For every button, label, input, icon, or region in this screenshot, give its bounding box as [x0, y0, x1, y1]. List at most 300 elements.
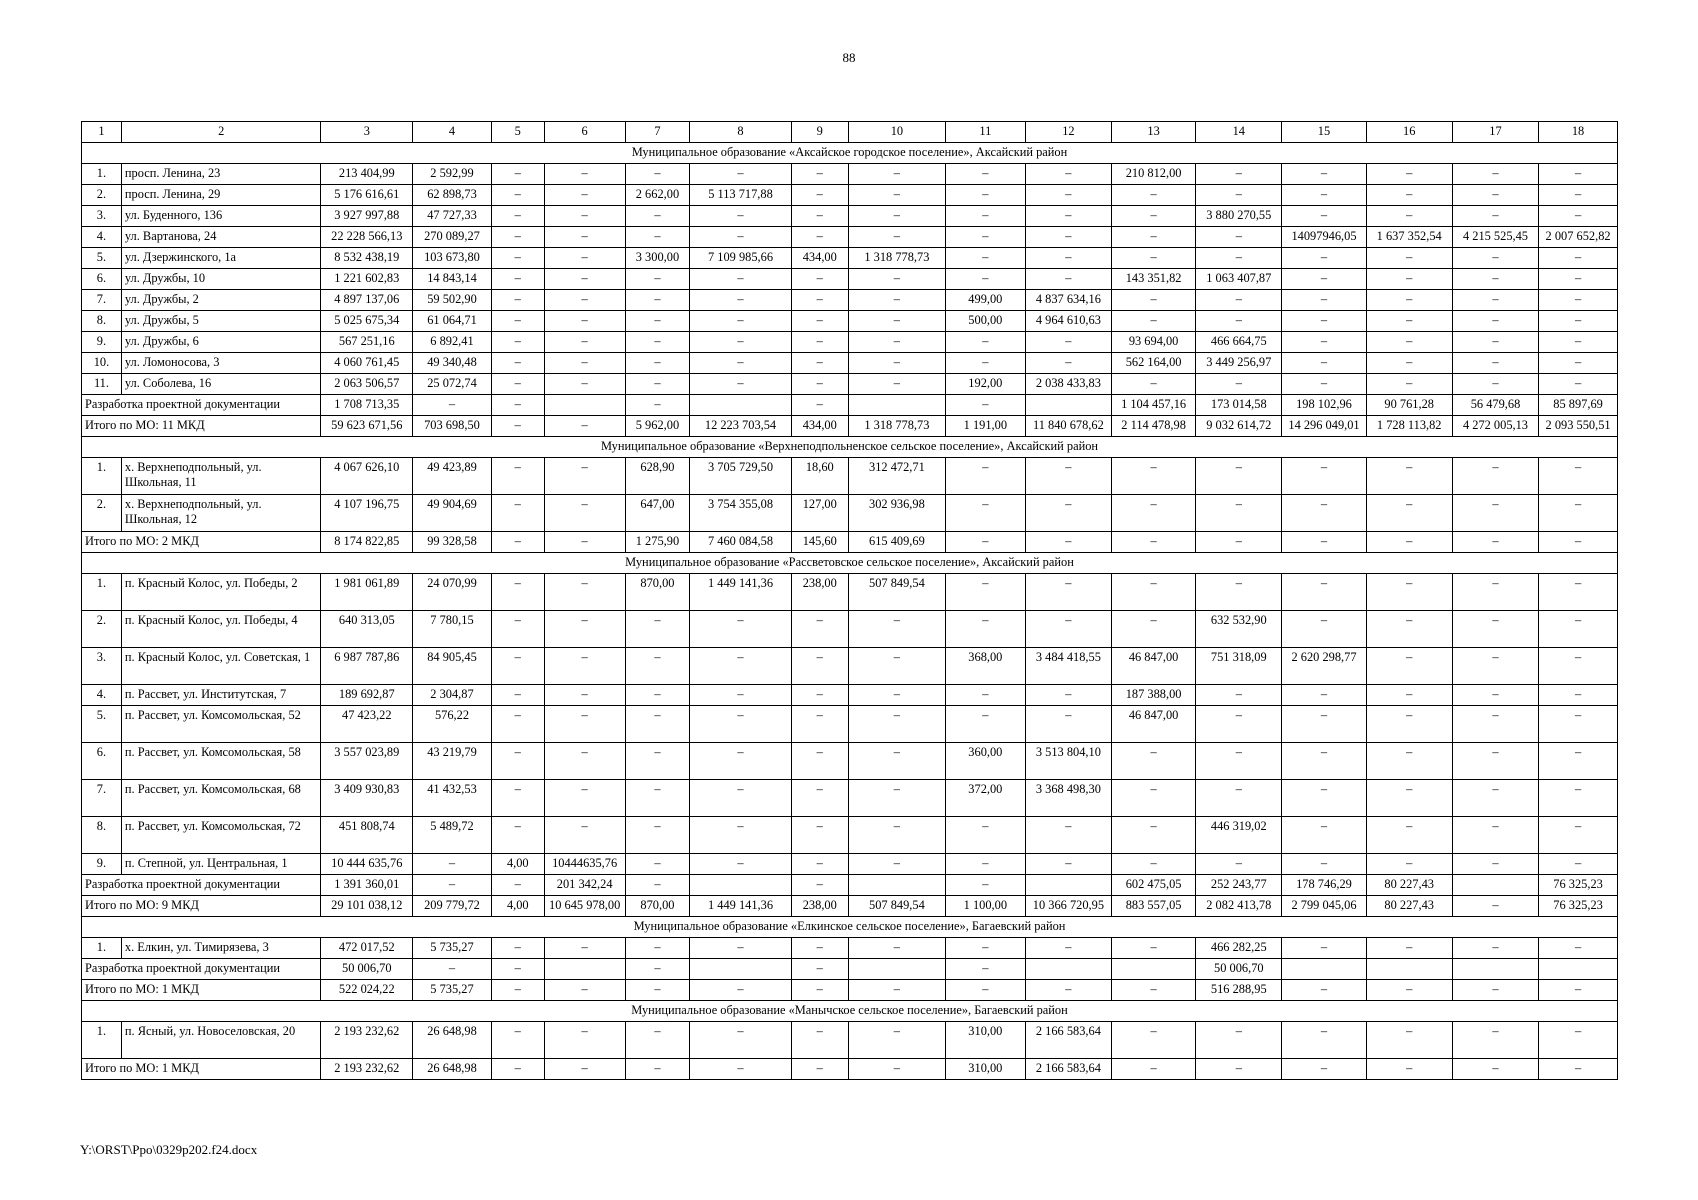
value-cell: – [690, 164, 791, 185]
value-cell: – [1452, 743, 1538, 780]
column-number-cell: 10 [848, 122, 945, 143]
value-cell: 61 064,71 [413, 311, 492, 332]
section-title: Муниципальное образование «Верхнеподпольненское сельское поселение», Аксайский район [82, 437, 1618, 458]
value-cell: – [1366, 854, 1452, 875]
column-number-cell: 16 [1366, 122, 1452, 143]
value-cell: 1 637 352,54 [1366, 227, 1452, 248]
value-cell: – [491, 495, 544, 532]
value-cell: – [1452, 269, 1538, 290]
value-cell: – [690, 854, 791, 875]
value-cell: – [791, 290, 848, 311]
value-cell: – [1112, 290, 1196, 311]
value-cell: 870,00 [625, 574, 690, 611]
value-cell: – [848, 374, 945, 395]
value-cell: 26 648,98 [413, 1022, 492, 1059]
value-cell: 640 313,05 [321, 611, 413, 648]
value-cell: 310,00 [945, 1059, 1025, 1080]
value-cell: – [544, 1059, 625, 1080]
value-cell: – [1539, 164, 1618, 185]
address-cell: ул. Дружбы, 5 [121, 311, 321, 332]
value-cell: 647,00 [625, 495, 690, 532]
value-cell [544, 395, 625, 416]
value-cell: – [1282, 458, 1366, 495]
value-cell: 80 227,43 [1366, 896, 1452, 917]
value-cell: 2 799 045,06 [1282, 896, 1366, 917]
value-cell: – [544, 938, 625, 959]
value-cell: – [1196, 743, 1282, 780]
value-cell: – [1366, 164, 1452, 185]
value-cell: – [1112, 532, 1196, 553]
value-cell: – [1025, 532, 1111, 553]
value-cell: – [1539, 685, 1618, 706]
row-number: 9. [82, 854, 122, 875]
value-cell: 360,00 [945, 743, 1025, 780]
value-cell: – [1539, 269, 1618, 290]
value-cell: – [690, 332, 791, 353]
address-cell: п. Рассвет, ул. Комсомольская, 52 [121, 706, 321, 743]
value-cell: – [544, 495, 625, 532]
value-cell: – [1366, 532, 1452, 553]
value-cell: – [1025, 227, 1111, 248]
value-cell: 372,00 [945, 780, 1025, 817]
section-header-row [82, 553, 1618, 574]
value-cell: – [1282, 353, 1366, 374]
value-cell: 84 905,45 [413, 648, 492, 685]
section-title: Муниципальное образование «Аксайское городское поселение», Аксайский район [82, 143, 1618, 164]
value-cell: 4 272 005,13 [1452, 416, 1538, 437]
value-cell: – [1196, 185, 1282, 206]
column-number-cell: 14 [1196, 122, 1282, 143]
value-cell: 1 191,00 [945, 416, 1025, 437]
value-cell: 1 708 713,35 [321, 395, 413, 416]
value-cell: – [848, 185, 945, 206]
value-cell: 3 927 997,88 [321, 206, 413, 227]
value-cell: – [1452, 248, 1538, 269]
value-cell: – [1282, 290, 1366, 311]
value-cell: – [791, 780, 848, 817]
value-cell: – [1282, 938, 1366, 959]
value-cell: – [1539, 332, 1618, 353]
value-cell: – [1196, 227, 1282, 248]
value-cell: – [1539, 311, 1618, 332]
total-row [82, 1059, 1618, 1080]
value-cell: – [945, 206, 1025, 227]
value-cell: – [1282, 743, 1366, 780]
value-cell [1539, 959, 1618, 980]
value-cell [848, 959, 945, 980]
value-cell: – [945, 185, 1025, 206]
value-cell: 2 063 506,57 [321, 374, 413, 395]
value-cell: – [848, 980, 945, 1001]
row-number: 9. [82, 332, 122, 353]
address-cell: п. Красный Колос, ул. Советская, 1 [121, 648, 321, 685]
total-label: Разработка проектной документации [82, 395, 321, 416]
section-header-row [82, 917, 1618, 938]
value-cell: 213 404,99 [321, 164, 413, 185]
value-cell: – [791, 164, 848, 185]
value-cell: 3 409 930,83 [321, 780, 413, 817]
row-number: 2. [82, 495, 122, 532]
table-row [82, 706, 1618, 743]
value-cell: – [1366, 290, 1452, 311]
column-number-row [82, 122, 1618, 143]
value-cell: – [1282, 332, 1366, 353]
value-cell: – [791, 817, 848, 854]
value-cell: – [791, 269, 848, 290]
value-cell: 26 648,98 [413, 1059, 492, 1080]
value-cell: – [491, 875, 544, 896]
column-number-cell: 7 [625, 122, 690, 143]
value-cell: – [544, 706, 625, 743]
value-cell: – [690, 311, 791, 332]
value-cell: – [1025, 854, 1111, 875]
value-cell: – [625, 1022, 690, 1059]
value-cell: 145,60 [791, 532, 848, 553]
table-row [82, 290, 1618, 311]
value-cell: – [945, 353, 1025, 374]
value-cell: 7 780,15 [413, 611, 492, 648]
row-number: 8. [82, 311, 122, 332]
value-cell: – [544, 574, 625, 611]
address-cell: п. Рассвет, ул. Комсомольская, 58 [121, 743, 321, 780]
value-cell: – [1366, 817, 1452, 854]
value-cell: – [1282, 685, 1366, 706]
value-cell: 628,90 [625, 458, 690, 495]
value-cell: – [544, 648, 625, 685]
value-cell: 25 072,74 [413, 374, 492, 395]
value-cell: – [1196, 290, 1282, 311]
value-cell: – [945, 248, 1025, 269]
row-number: 3. [82, 206, 122, 227]
value-cell: – [1539, 611, 1618, 648]
value-cell: – [1539, 206, 1618, 227]
address-cell: ул. Вартанова, 24 [121, 227, 321, 248]
address-cell: п. Рассвет, ул. Комсомольская, 72 [121, 817, 321, 854]
value-cell: 189 692,87 [321, 685, 413, 706]
value-cell: 47 423,22 [321, 706, 413, 743]
value-cell: – [1282, 185, 1366, 206]
value-cell: 576,22 [413, 706, 492, 743]
value-cell: – [1025, 458, 1111, 495]
table-row [82, 248, 1618, 269]
address-cell: п. Красный Колос, ул. Победы, 4 [121, 611, 321, 648]
value-cell: 870,00 [625, 896, 690, 917]
value-cell: – [791, 743, 848, 780]
value-cell: 2 193 232,62 [321, 1022, 413, 1059]
value-cell: – [625, 980, 690, 1001]
value-cell: – [544, 353, 625, 374]
value-cell: – [1452, 1059, 1538, 1080]
value-cell: 2 592,99 [413, 164, 492, 185]
value-cell: – [1452, 353, 1538, 374]
value-cell: – [1539, 1022, 1618, 1059]
value-cell: 238,00 [791, 574, 848, 611]
total-row [82, 959, 1618, 980]
value-cell: 5 025 675,34 [321, 311, 413, 332]
value-cell: – [945, 495, 1025, 532]
value-cell: – [1366, 1059, 1452, 1080]
row-number: 1. [82, 1022, 122, 1059]
address-cell: п. Ясный, ул. Новоселовская, 20 [121, 1022, 321, 1059]
value-cell: 62 898,73 [413, 185, 492, 206]
value-cell: – [791, 611, 848, 648]
value-cell: – [544, 248, 625, 269]
value-cell: – [1025, 706, 1111, 743]
value-cell: – [491, 706, 544, 743]
file-path-footer: Y:\ORST\Ppo\0329p202.f24.docx [80, 1142, 258, 1157]
total-label: Итого по МО: 1 МКД [82, 980, 321, 1001]
value-cell: 4,00 [491, 896, 544, 917]
value-cell: – [1025, 332, 1111, 353]
table-row [82, 685, 1618, 706]
value-cell: – [1366, 206, 1452, 227]
value-cell: 7 460 084,58 [690, 532, 791, 553]
table-row [82, 185, 1618, 206]
value-cell: – [848, 1059, 945, 1080]
value-cell: 1 449 141,36 [690, 896, 791, 917]
value-cell: – [625, 269, 690, 290]
value-cell: 615 409,69 [848, 532, 945, 553]
value-cell: – [1282, 817, 1366, 854]
value-cell: – [945, 706, 1025, 743]
value-cell: 22 228 566,13 [321, 227, 413, 248]
value-cell: – [1452, 458, 1538, 495]
value-cell: – [945, 854, 1025, 875]
value-cell: – [625, 648, 690, 685]
value-cell: – [848, 353, 945, 374]
value-cell: – [1025, 206, 1111, 227]
value-cell: 99 328,58 [413, 532, 492, 553]
value-cell [690, 959, 791, 980]
value-cell: – [1282, 1022, 1366, 1059]
value-cell: – [1366, 332, 1452, 353]
value-cell: – [544, 780, 625, 817]
value-cell: 466 282,25 [1196, 938, 1282, 959]
value-cell: – [690, 980, 791, 1001]
value-cell [544, 959, 625, 980]
section-title: Муниципальное образование «Елкинское сельское поселение», Багаевский район [82, 917, 1618, 938]
table-row [82, 332, 1618, 353]
value-cell: – [1366, 185, 1452, 206]
value-cell: – [1112, 495, 1196, 532]
value-cell: 2 166 583,64 [1025, 1022, 1111, 1059]
value-cell: – [1452, 574, 1538, 611]
value-cell: – [848, 743, 945, 780]
value-cell: 1 728 113,82 [1366, 416, 1452, 437]
value-cell: – [491, 248, 544, 269]
value-cell: – [413, 959, 492, 980]
value-cell: 1 318 778,73 [848, 416, 945, 437]
value-cell: – [1366, 311, 1452, 332]
value-cell: – [1452, 685, 1538, 706]
value-cell: – [1025, 248, 1111, 269]
value-cell: – [1539, 648, 1618, 685]
address-cell: просп. Ленина, 29 [121, 185, 321, 206]
row-number: 3. [82, 648, 122, 685]
value-cell: – [1452, 332, 1538, 353]
value-cell: 18,60 [791, 458, 848, 495]
value-cell: 2 093 550,51 [1539, 416, 1618, 437]
column-number-cell: 5 [491, 122, 544, 143]
value-cell: – [791, 938, 848, 959]
value-cell: 59 502,90 [413, 290, 492, 311]
row-number: 5. [82, 706, 122, 743]
value-cell: – [1366, 353, 1452, 374]
value-cell: – [1282, 164, 1366, 185]
value-cell: – [945, 980, 1025, 1001]
value-cell: – [791, 185, 848, 206]
value-cell: – [690, 227, 791, 248]
value-cell: – [625, 164, 690, 185]
row-number: 4. [82, 685, 122, 706]
value-cell: – [544, 817, 625, 854]
page-number: 88 [842, 50, 856, 65]
value-cell: 507 849,54 [848, 896, 945, 917]
address-cell: ул. Дружбы, 2 [121, 290, 321, 311]
value-cell: – [1112, 980, 1196, 1001]
value-cell: 368,00 [945, 648, 1025, 685]
total-label: Итого по МО: 11 МКД [82, 416, 321, 437]
value-cell [690, 875, 791, 896]
value-cell: 46 847,00 [1112, 706, 1196, 743]
column-number-cell: 12 [1025, 122, 1111, 143]
value-cell: – [690, 817, 791, 854]
row-number: 2. [82, 611, 122, 648]
column-number-cell: 11 [945, 122, 1025, 143]
value-cell: 1 391 360,01 [321, 875, 413, 896]
value-cell: – [544, 206, 625, 227]
value-cell: 4 837 634,16 [1025, 290, 1111, 311]
address-cell: х. Верхнеподпольный, ул. Школьная, 12 [121, 495, 321, 532]
value-cell: – [1112, 854, 1196, 875]
value-cell: 3 754 355,08 [690, 495, 791, 532]
value-cell: – [625, 227, 690, 248]
value-cell: 466 664,75 [1196, 332, 1282, 353]
row-number: 7. [82, 290, 122, 311]
value-cell: – [848, 164, 945, 185]
value-cell: – [1196, 706, 1282, 743]
value-cell: – [491, 611, 544, 648]
total-label: Разработка проектной документации [82, 875, 321, 896]
value-cell: – [791, 875, 848, 896]
value-cell: – [1282, 374, 1366, 395]
value-cell: 602 475,05 [1112, 875, 1196, 896]
value-cell: 1 100,00 [945, 896, 1025, 917]
column-number-cell: 2 [121, 122, 321, 143]
table-row [82, 854, 1618, 875]
table-row [82, 164, 1618, 185]
value-cell: – [1282, 611, 1366, 648]
value-cell: – [690, 353, 791, 374]
value-cell: – [1112, 206, 1196, 227]
value-cell [1452, 959, 1538, 980]
value-cell: – [1539, 248, 1618, 269]
value-cell: – [1025, 574, 1111, 611]
value-cell: – [625, 1059, 690, 1080]
value-cell: – [544, 164, 625, 185]
value-cell: 4 067 626,10 [321, 458, 413, 495]
value-cell: – [945, 875, 1025, 896]
value-cell: – [1196, 1059, 1282, 1080]
value-cell: – [791, 206, 848, 227]
value-cell: – [1366, 269, 1452, 290]
row-number: 5. [82, 248, 122, 269]
value-cell: 1 318 778,73 [848, 248, 945, 269]
value-cell: 3 368 498,30 [1025, 780, 1111, 817]
value-cell: – [1282, 495, 1366, 532]
value-cell: – [848, 780, 945, 817]
value-cell: – [625, 685, 690, 706]
value-cell: – [1112, 248, 1196, 269]
value-cell: 5 489,72 [413, 817, 492, 854]
value-cell: – [1196, 532, 1282, 553]
value-cell: 76 325,23 [1539, 875, 1618, 896]
row-number: 6. [82, 269, 122, 290]
value-cell: – [1112, 611, 1196, 648]
row-number: 6. [82, 743, 122, 780]
value-cell: – [1539, 938, 1618, 959]
total-label: Разработка проектной документации [82, 959, 321, 980]
address-cell: п. Красный Колос, ул. Победы, 2 [121, 574, 321, 611]
value-cell: – [1539, 854, 1618, 875]
value-cell: – [1452, 706, 1538, 743]
table-row [82, 938, 1618, 959]
value-cell: – [1452, 206, 1538, 227]
value-cell: – [791, 854, 848, 875]
table-row [82, 780, 1618, 817]
value-cell: 10 366 720,95 [1025, 896, 1111, 917]
value-cell: – [491, 206, 544, 227]
value-cell: – [945, 532, 1025, 553]
value-cell: – [544, 685, 625, 706]
value-cell: – [1025, 185, 1111, 206]
table-row [82, 374, 1618, 395]
total-label: Итого по МО: 1 МКД [82, 1059, 321, 1080]
value-cell: 451 808,74 [321, 817, 413, 854]
row-number: 1. [82, 938, 122, 959]
value-cell: 192,00 [945, 374, 1025, 395]
value-cell: 4 060 761,45 [321, 353, 413, 374]
value-cell: – [1025, 817, 1111, 854]
value-cell: 11 840 678,62 [1025, 416, 1111, 437]
value-cell: – [1539, 185, 1618, 206]
value-cell: – [1539, 374, 1618, 395]
table-row [82, 353, 1618, 374]
value-cell: – [491, 227, 544, 248]
value-cell: – [1196, 164, 1282, 185]
value-cell: – [690, 648, 791, 685]
value-cell: – [945, 574, 1025, 611]
value-cell: – [544, 227, 625, 248]
value-cell: – [491, 353, 544, 374]
value-cell: 3 449 256,97 [1196, 353, 1282, 374]
value-cell: 562 164,00 [1112, 353, 1196, 374]
value-cell: 4 897 137,06 [321, 290, 413, 311]
value-cell: – [1282, 574, 1366, 611]
value-cell [1452, 875, 1538, 896]
column-number-cell: 9 [791, 122, 848, 143]
value-cell: – [544, 743, 625, 780]
value-cell: 29 101 038,12 [321, 896, 413, 917]
value-cell: – [945, 817, 1025, 854]
value-cell: – [1539, 532, 1618, 553]
value-cell: – [848, 706, 945, 743]
value-cell: 3 880 270,55 [1196, 206, 1282, 227]
value-cell: 6 892,41 [413, 332, 492, 353]
value-cell: 516 288,95 [1196, 980, 1282, 1001]
value-cell: – [491, 374, 544, 395]
value-cell: 59 623 671,56 [321, 416, 413, 437]
